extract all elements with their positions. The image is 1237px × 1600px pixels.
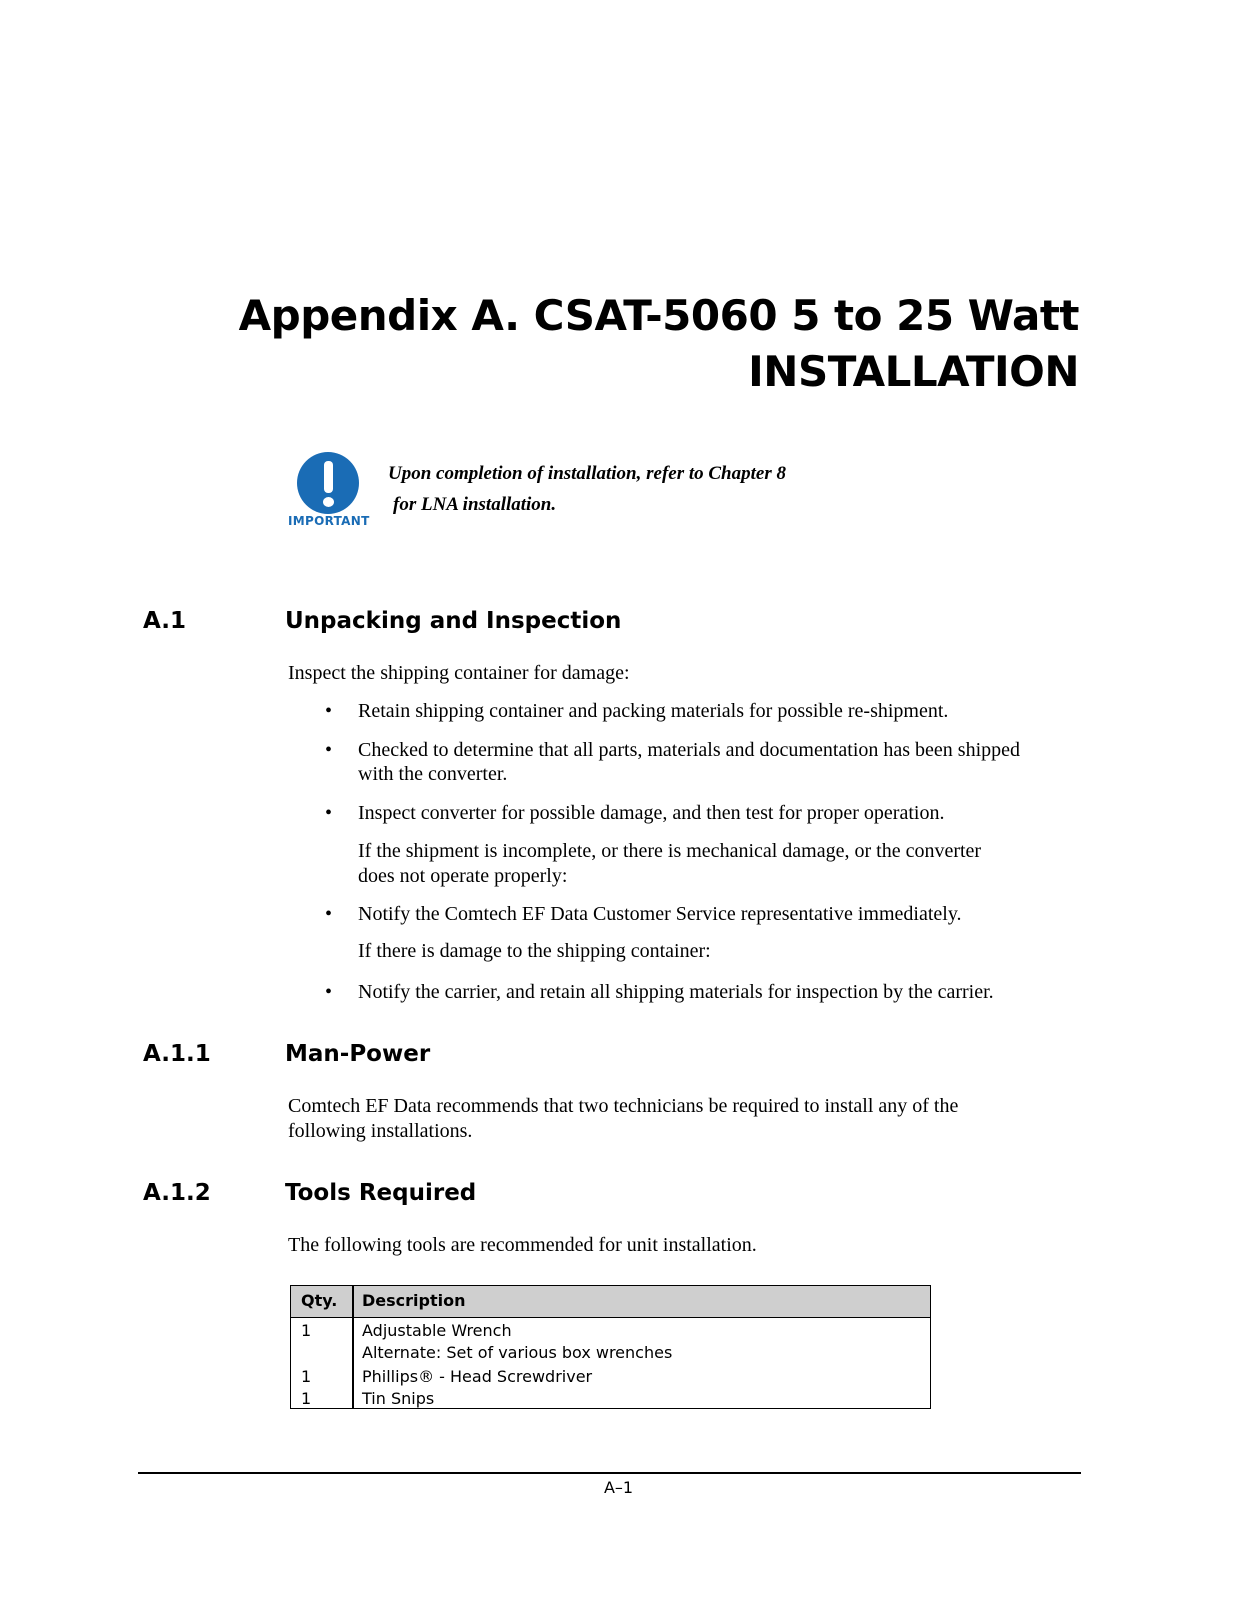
section-title: Unpacking and Inspection [285, 608, 622, 634]
bullet-marker: • [325, 739, 333, 761]
important-icon [288, 452, 372, 532]
table-cell-description: Phillips® - Head Screwdriver [362, 1367, 593, 1386]
section-number: A.1 [143, 608, 186, 634]
bullet-marker: • [325, 903, 333, 925]
table-cell-description: Adjustable Wrench [362, 1321, 512, 1340]
title-line-1: Appendix A. CSAT-5060 5 to 25 Watt [238, 291, 1079, 340]
tools-table [290, 1285, 931, 1409]
bullet-marker: • [325, 981, 333, 1003]
bullet-marker: • [325, 802, 333, 824]
list-item-text: Checked to determine that all parts, materials and documentation has been shipped [358, 739, 1021, 761]
bullet-marker: • [325, 700, 333, 722]
list-item-text: Inspect converter for possible damage, and then test for proper operation. [358, 802, 945, 824]
table-cell-qty: 1 [301, 1367, 312, 1386]
exclamation-dot [323, 497, 334, 507]
title-line-2: INSTALLATION [748, 347, 1079, 396]
paragraph-incomplete-1: If the shipment is incomplete, or there is mechanical damage, or the converter [358, 840, 982, 862]
list-item-continuation: with the converter. [358, 763, 508, 785]
list-item-text: Retain shipping container and packing materials for possible re-shipment. [358, 700, 949, 722]
section-a12-intro: The following tools are recommended for unit installation. [288, 1234, 757, 1256]
page-title [239, 288, 1079, 400]
paragraph-damage: If there is damage to the shipping container: [358, 940, 711, 962]
table-column-divider [352, 1286, 354, 1408]
section-number: A.1.1 [143, 1041, 211, 1067]
table-cell-description: Alternate: Set of various box wrenches [362, 1343, 673, 1362]
paragraph-incomplete-2: does not operate properly: [358, 865, 568, 887]
exclamation-bar [324, 461, 333, 493]
section-title: Man-Power [285, 1041, 431, 1067]
table-header-description: Description [362, 1291, 466, 1310]
important-label: IMPORTANT [288, 514, 370, 528]
footer-rule [138, 1472, 1081, 1474]
section-a1-intro: Inspect the shipping container for damage: [288, 662, 630, 684]
table-cell-qty: 1 [301, 1389, 312, 1408]
section-a11-text-1: Comtech EF Data recommends that two technicians be required to install any of the [288, 1095, 959, 1117]
list-item-text: Notify the Comtech EF Data Customer Service representative immediately. [358, 903, 962, 925]
important-note [388, 458, 786, 520]
note-line-2: for LNA installation. [393, 494, 557, 515]
table-cell-qty: 1 [301, 1321, 312, 1340]
page-number: A–1 [603, 1478, 634, 1497]
section-number: A.1.2 [143, 1180, 211, 1206]
section-title: Tools Required [285, 1180, 477, 1206]
table-header-qty: Qty. [301, 1291, 338, 1310]
table-cell-description: Tin Snips [362, 1389, 435, 1408]
list-item-text: Notify the carrier, and retain all shipping materials for inspection by the carrier. [358, 981, 994, 1003]
section-a11-text-2: following installations. [288, 1120, 473, 1142]
note-line-1: Upon completion of installation, refer to Chapter 8 [388, 463, 786, 484]
